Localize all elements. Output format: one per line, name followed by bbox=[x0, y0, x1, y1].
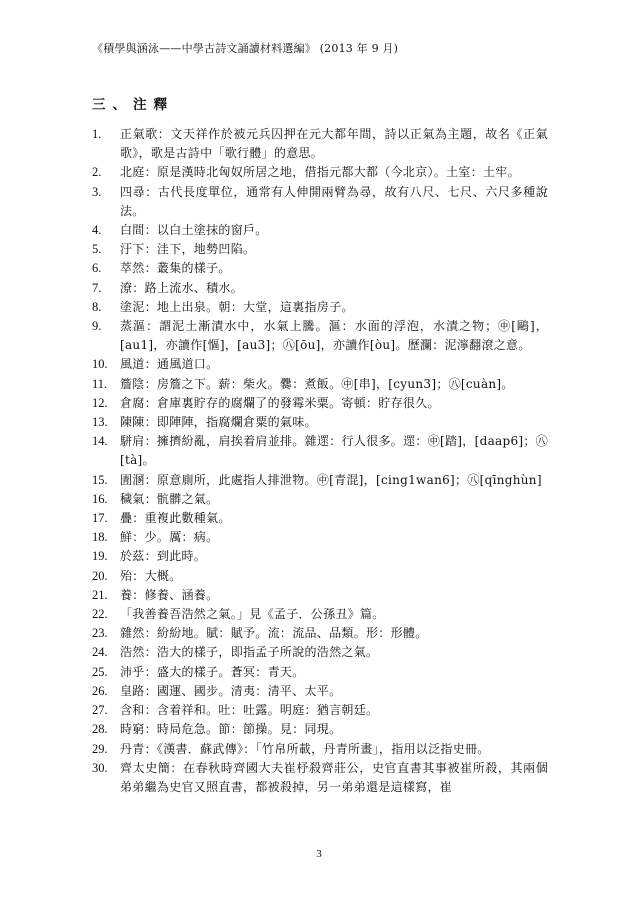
note-item bbox=[92, 624, 548, 643]
note-text: 駢肩：擁擠紛亂，肩挨着肩並排。雜遝：行人很多。遝：㊥[踏]，[daap6]；㊇[tà]。 bbox=[120, 434, 548, 468]
note-text: 潦：路上流水、積水。 bbox=[120, 280, 244, 295]
note-text: 齊太史簡：在春秋時齊國大夫崔杼殺齊莊公，史官直書其事被崔所殺，其兩個弟弟繼為史官又照直書，都被殺掉，另一弟弟還是這樣寫，崔 bbox=[120, 760, 548, 794]
note-number: 16. bbox=[92, 491, 108, 506]
note-item bbox=[92, 509, 548, 528]
note-item bbox=[92, 125, 548, 163]
note-text: 於茲：到此時。 bbox=[120, 549, 207, 564]
note-number: 23. bbox=[92, 626, 108, 641]
note-number: 14. bbox=[92, 434, 108, 449]
note-item bbox=[92, 682, 548, 701]
note-text: 北庭：原是漢時北匈奴所居之地，借指元都大都（今北京）。土室：土牢。 bbox=[120, 165, 520, 180]
note-item bbox=[92, 663, 548, 682]
note-item bbox=[92, 701, 548, 720]
note-text: 鮮：少。厲：病。 bbox=[120, 530, 219, 545]
note-number: 15. bbox=[92, 472, 108, 487]
note-number: 21. bbox=[92, 587, 108, 602]
note-number: 1. bbox=[92, 127, 102, 141]
note-item bbox=[92, 643, 548, 662]
note-text: 時窮：時局危急。節：節操。見：同現。 bbox=[120, 722, 342, 737]
page-number: 3 bbox=[316, 848, 322, 860]
note-text: 白間：以白土塗抹的窗戶。 bbox=[120, 223, 268, 238]
note-text: 穢氣：骯髒之氣。 bbox=[120, 491, 219, 506]
note-item bbox=[92, 279, 548, 298]
note-number: 26. bbox=[92, 683, 108, 698]
note-item bbox=[92, 183, 548, 221]
note-item bbox=[92, 547, 548, 566]
note-number: 29. bbox=[92, 741, 108, 756]
note-text: 含和：含着祥和。吐：吐露。明庭：猶言朝廷。 bbox=[120, 703, 379, 718]
note-item bbox=[92, 240, 548, 259]
note-item bbox=[92, 375, 548, 394]
note-number: 13. bbox=[92, 415, 108, 430]
note-item bbox=[92, 471, 548, 490]
note-number: 7. bbox=[92, 280, 102, 295]
note-number: 4. bbox=[92, 223, 102, 238]
note-text: 丹青：《漢書．蘇武傳》：「竹帛所載，丹青所畫」，指用以泛指史冊。 bbox=[120, 741, 490, 756]
note-text: 風道：通風道口。 bbox=[120, 357, 219, 372]
note-item bbox=[92, 163, 548, 182]
note-item bbox=[92, 740, 548, 759]
note-number: 6. bbox=[92, 261, 102, 276]
note-number: 20. bbox=[92, 568, 108, 583]
note-number: 24. bbox=[92, 645, 108, 660]
note-number: 30. bbox=[92, 760, 108, 775]
note-number: 11. bbox=[92, 376, 108, 391]
note-text: 浩然：浩大的樣子，即指孟子所說的浩然之氣。 bbox=[120, 645, 379, 660]
note-text: 汙下：洼下，地勢凹陷。 bbox=[120, 242, 256, 257]
note-item bbox=[92, 413, 548, 432]
note-number: 22. bbox=[92, 607, 108, 622]
note-text: 「我善養吾浩然之氣。」見《孟子．公孫丑》篇。 bbox=[120, 607, 385, 622]
note-item bbox=[92, 394, 548, 413]
note-item bbox=[92, 298, 548, 317]
note-number: 19. bbox=[92, 549, 108, 564]
note-item bbox=[92, 720, 548, 739]
note-number: 25. bbox=[92, 664, 108, 679]
document-header: 《積學與涵泳——中學古詩文誦讀材料選編》 (2013 年 9 月) bbox=[92, 42, 399, 55]
note-item bbox=[92, 259, 548, 278]
note-text: 簷陰：房簷之下。薪：柴火。爨：煮飯。㊥[串]，[cyun3]；㊇[cuàn]。 bbox=[120, 376, 514, 391]
note-number: 27. bbox=[92, 703, 108, 718]
note-item bbox=[92, 317, 548, 355]
note-number: 3. bbox=[92, 184, 102, 199]
note-number: 2. bbox=[92, 165, 102, 180]
note-item bbox=[92, 605, 548, 624]
note-number: 12. bbox=[92, 395, 108, 410]
note-number: 9. bbox=[92, 319, 102, 334]
note-text: 陳陳：即陣陣，指腐爛倉粟的氣味。 bbox=[120, 415, 317, 430]
note-text: 雜然：紛紛地。賦：賦予。流：流品、品類。形：形體。 bbox=[120, 626, 428, 641]
note-number: 17. bbox=[92, 511, 108, 526]
note-text: 四尋：古代長度單位，通常有人伸開兩臂為尋，故有八尺、七尺、六尺多種說法。 bbox=[120, 184, 548, 218]
note-number: 10. bbox=[92, 357, 108, 372]
note-text: 殆：大概。 bbox=[120, 568, 182, 583]
note-text: 倉腐：倉庫裏貯存的腐爛了的發霉米粟。寄頓：貯存很久。 bbox=[120, 395, 440, 410]
note-text: 萃然：叢集的樣子。 bbox=[120, 261, 231, 276]
note-item bbox=[92, 528, 548, 547]
note-text: 蒸漚：謂泥土漸漬水中，水氣上騰。漚：水面的浮泡，水漬之物；㊥[鷗]，[au1]，亦讀作[慪]，[au3]；㊇[ōu]，亦讀作[òu]。歷瀾：泥濘翻滾之意。 bbox=[120, 319, 548, 353]
note-text: 圊溷：原意廁所，此處指人排泄物。㊥[青混]，[cing1wan6]；㊇[qīnghùn] bbox=[120, 472, 542, 487]
note-text: 沛乎：盛大的樣子。蒼冥：青天。 bbox=[120, 664, 305, 679]
note-number: 8. bbox=[92, 299, 102, 314]
annotation-list bbox=[92, 125, 548, 797]
note-text: 正氣歌：文天祥作於被元兵囚押在元大都年間，詩以正氣為主題，故名《正氣歌》，歌是古詩中「歌行體」的意思。 bbox=[120, 127, 548, 161]
note-number: 5. bbox=[92, 242, 102, 257]
note-number: 28. bbox=[92, 722, 108, 737]
note-item bbox=[92, 759, 548, 797]
note-item bbox=[92, 490, 548, 509]
note-item bbox=[92, 432, 548, 470]
note-item bbox=[92, 586, 548, 605]
note-item bbox=[92, 221, 548, 240]
note-text: 疊：重複此數種氣。 bbox=[120, 511, 231, 526]
note-text: 皇路：國運、國步。清夷：清平、太平。 bbox=[120, 683, 342, 698]
note-text: 養：修養、涵養。 bbox=[120, 587, 219, 602]
section-title: 三、注釋 bbox=[92, 97, 174, 113]
note-text: 塗泥：地上出泉。朝：大堂，這裏指房子。 bbox=[120, 299, 354, 314]
note-number: 18. bbox=[92, 530, 108, 545]
note-item bbox=[92, 355, 548, 374]
note-item bbox=[92, 567, 548, 586]
